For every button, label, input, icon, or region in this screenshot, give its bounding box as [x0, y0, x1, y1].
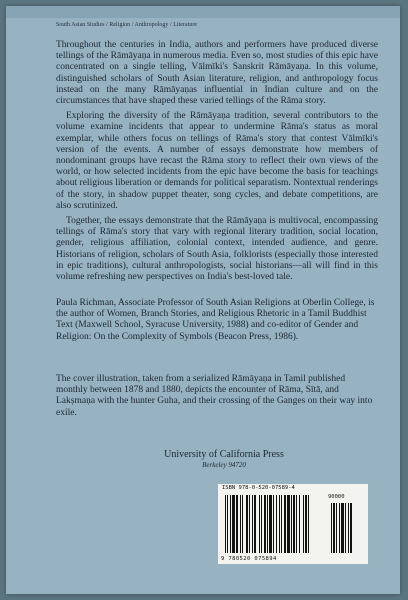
- blurb-paragraph-3: Together, the essays demonstrate that the Rāmāyaṇa is multivocal, encompassing tellings of Rāma's story that vary with regional literary tradition, social location, gender, religious affiliation, colonial context, intended audience, and genre. Historians of religion, scholars of South Asia, folklorists (especially those interested in epic traditions), cultural anthropologists, social historians—all will find in this volume refreshing new perspectives on India's best-loved tale.: [56, 216, 378, 283]
- price-addon-code: 90000: [328, 494, 345, 500]
- barcode-graphic: [223, 493, 363, 555]
- publisher-name: University of California Press: [164, 449, 284, 460]
- blurb-paragraph-2: Exploring the diversity of the Rāmāyaṇa tradition, several contributors to the volume examine incidents that appear to undermine Rāma's status as moral exemplar, while others focus on tellings of Rāma's story that contest Vālmīki's version of the events. A number of essays demonstrate how members of nondominant groups have recast the Rāma story to reflect their own views of the world, or how selected incidents from the epic have become the basis for teachings about religious liberation or demands for political separatism. Nontextual renderings of the story, in shadow puppet theater, song cycles, and debate competitions, are also scrutinized.: [56, 111, 378, 211]
- series-header: South Asian Studies / Religion / Anthropology / Literature: [56, 22, 198, 28]
- barcode-number: 9 780520 075894: [221, 556, 277, 562]
- isbn-text: ISBN 978-0-520-07589-4: [222, 485, 295, 491]
- publisher-block: [124, 449, 324, 469]
- cover-illustration-note: The cover illustration, taken from a serialized Rāmāyaṇa in Tamil published monthly between 1878 and 1880, depicts the encounter of Rāma, Sītā, and Lakṣmaṇa with the hunter Guha, and their crossing of the Ganges on their way into exile.: [56, 374, 373, 418]
- book-back-cover: [6, 6, 400, 594]
- blurb-paragraph-1: Throughout the centuries in India, authors and performers have produced diverse tellings of the Rāmāyaṇa in numerous media. Even so, most studies of this epic have concentrated on a single telling, Vālmīki's Sanskrit Rāmāyaṇa. In this volume, distinguished scholars of South Asian literature, religion, and anthropology focus instead on the many Rāmāyaṇas influential in Indian culture and on the circumstances that have shaped these varied tellings of the Rāma story.: [56, 40, 378, 107]
- author-bio: Paula Richman, Associate Professor of South Asian Religions at Oberlin College, is the author of Women, Branch Stories, and Religious Rhetoric in a Tamil Buddhist Text (Maxwell School, Syracuse University, 1988) and co-editor of Gender and Religion: On the Complexity of Symbols (Beacon Press, 1986).: [56, 298, 375, 342]
- barcode-sticker: [218, 484, 368, 564]
- description-blurb: [56, 40, 378, 287]
- publisher-city: Berkeley 94720: [202, 461, 246, 469]
